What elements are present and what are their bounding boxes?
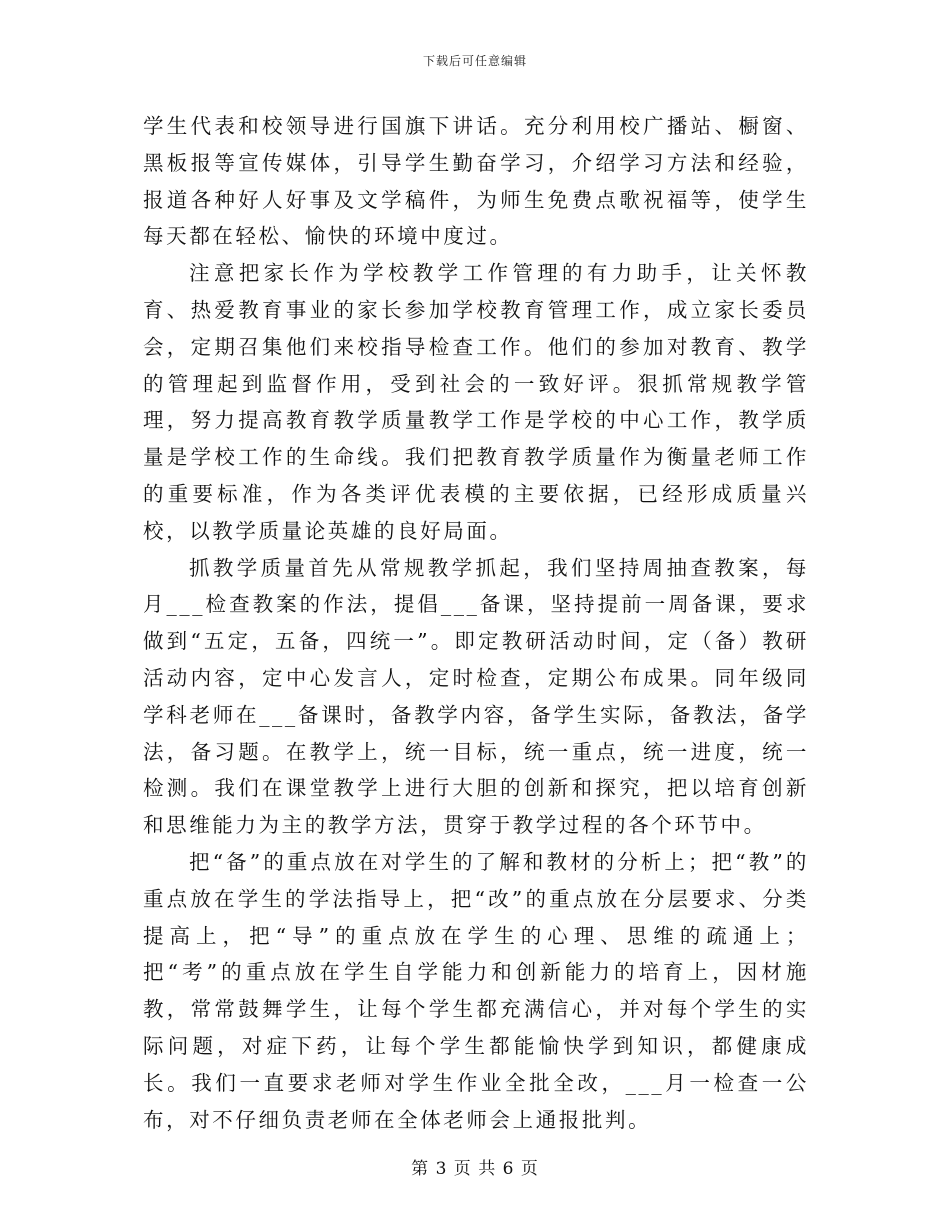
paragraph-1: 学生代表和校领导进行国旗下讲话。充分利用校广播站、橱窗、黑板报等宣传媒体，引导学生勤奋学习，介绍学习方法和经验，报道各种好人好事及文学稿件，为师生免费点歌祝福等，使学生每天都在轻松、愉快的环境中度过。 [143, 114, 809, 249]
header-note: 下载后可任意编辑 [422, 54, 527, 68]
paragraph-2: 注意把家长作为学校教学工作管理的有力助手，让关怀教育、热爱教育事业的家长参加学校教育管理工作，成立家长委员会，定期召集他们来校指导检查工作。他们的参加对教育、教学的管理起到监督作用，受到社会的一致好评。狠抓常规教学管理，努力提高教育教学质量教学工作是学校的中心工作，教学质量是学校工作的生命线。我们把教育教学质量作为衡量老师工作的重要标准，作为各类评优表模的主要依据，已经形成质量兴校，以教学质量论英雄的良好局面。 [143, 261, 809, 543]
paragraph-3: 抓教学质量首先从常规教学抓起，我们坚持周抽查教案，每月___检查教案的作法，提倡___备课，坚持提前一周备课，要求做到“五定，五备，四统一”。即定教研活动时间，定（备）教研活动内容，定中心发言人，定时检查，定期公布成果。同年级同学科老师在___备课时，备教学内容，备学生实际，备教法，备学法，备习题。在教学上，统一目标，统一重点，统一进度，统一检测。我们在课堂教学上进行大胆的创新和探究，把以培育创新和思维能力为主的教学方法，贯穿于教学过程的各个环节中。 [143, 555, 809, 838]
page-number-footer: 第 3 页 共 6 页 [411, 1159, 539, 1179]
document-body [143, 108, 809, 1138]
paragraph-4: 把“备”的重点放在对学生的了解和教材的分析上；把“教”的重点放在学生的学法指导上，把“改”的重点放在分层要求、分类提高上，把“导”的重点放在学生的心理、思维的疏通上；把“考”的重点放在学生自学能力和创新能力的培育上，因材施教，常常鼓舞学生，让每个学生都充满信心，并对每个学生的实际问题，对症下药，让每个学生都能愉快学到知识，都健康成长。我们一直要求老师对学生作业全批全改，___月一检查一公布，对不仔细负责老师在全体老师会上通报批判。 [143, 849, 809, 1132]
